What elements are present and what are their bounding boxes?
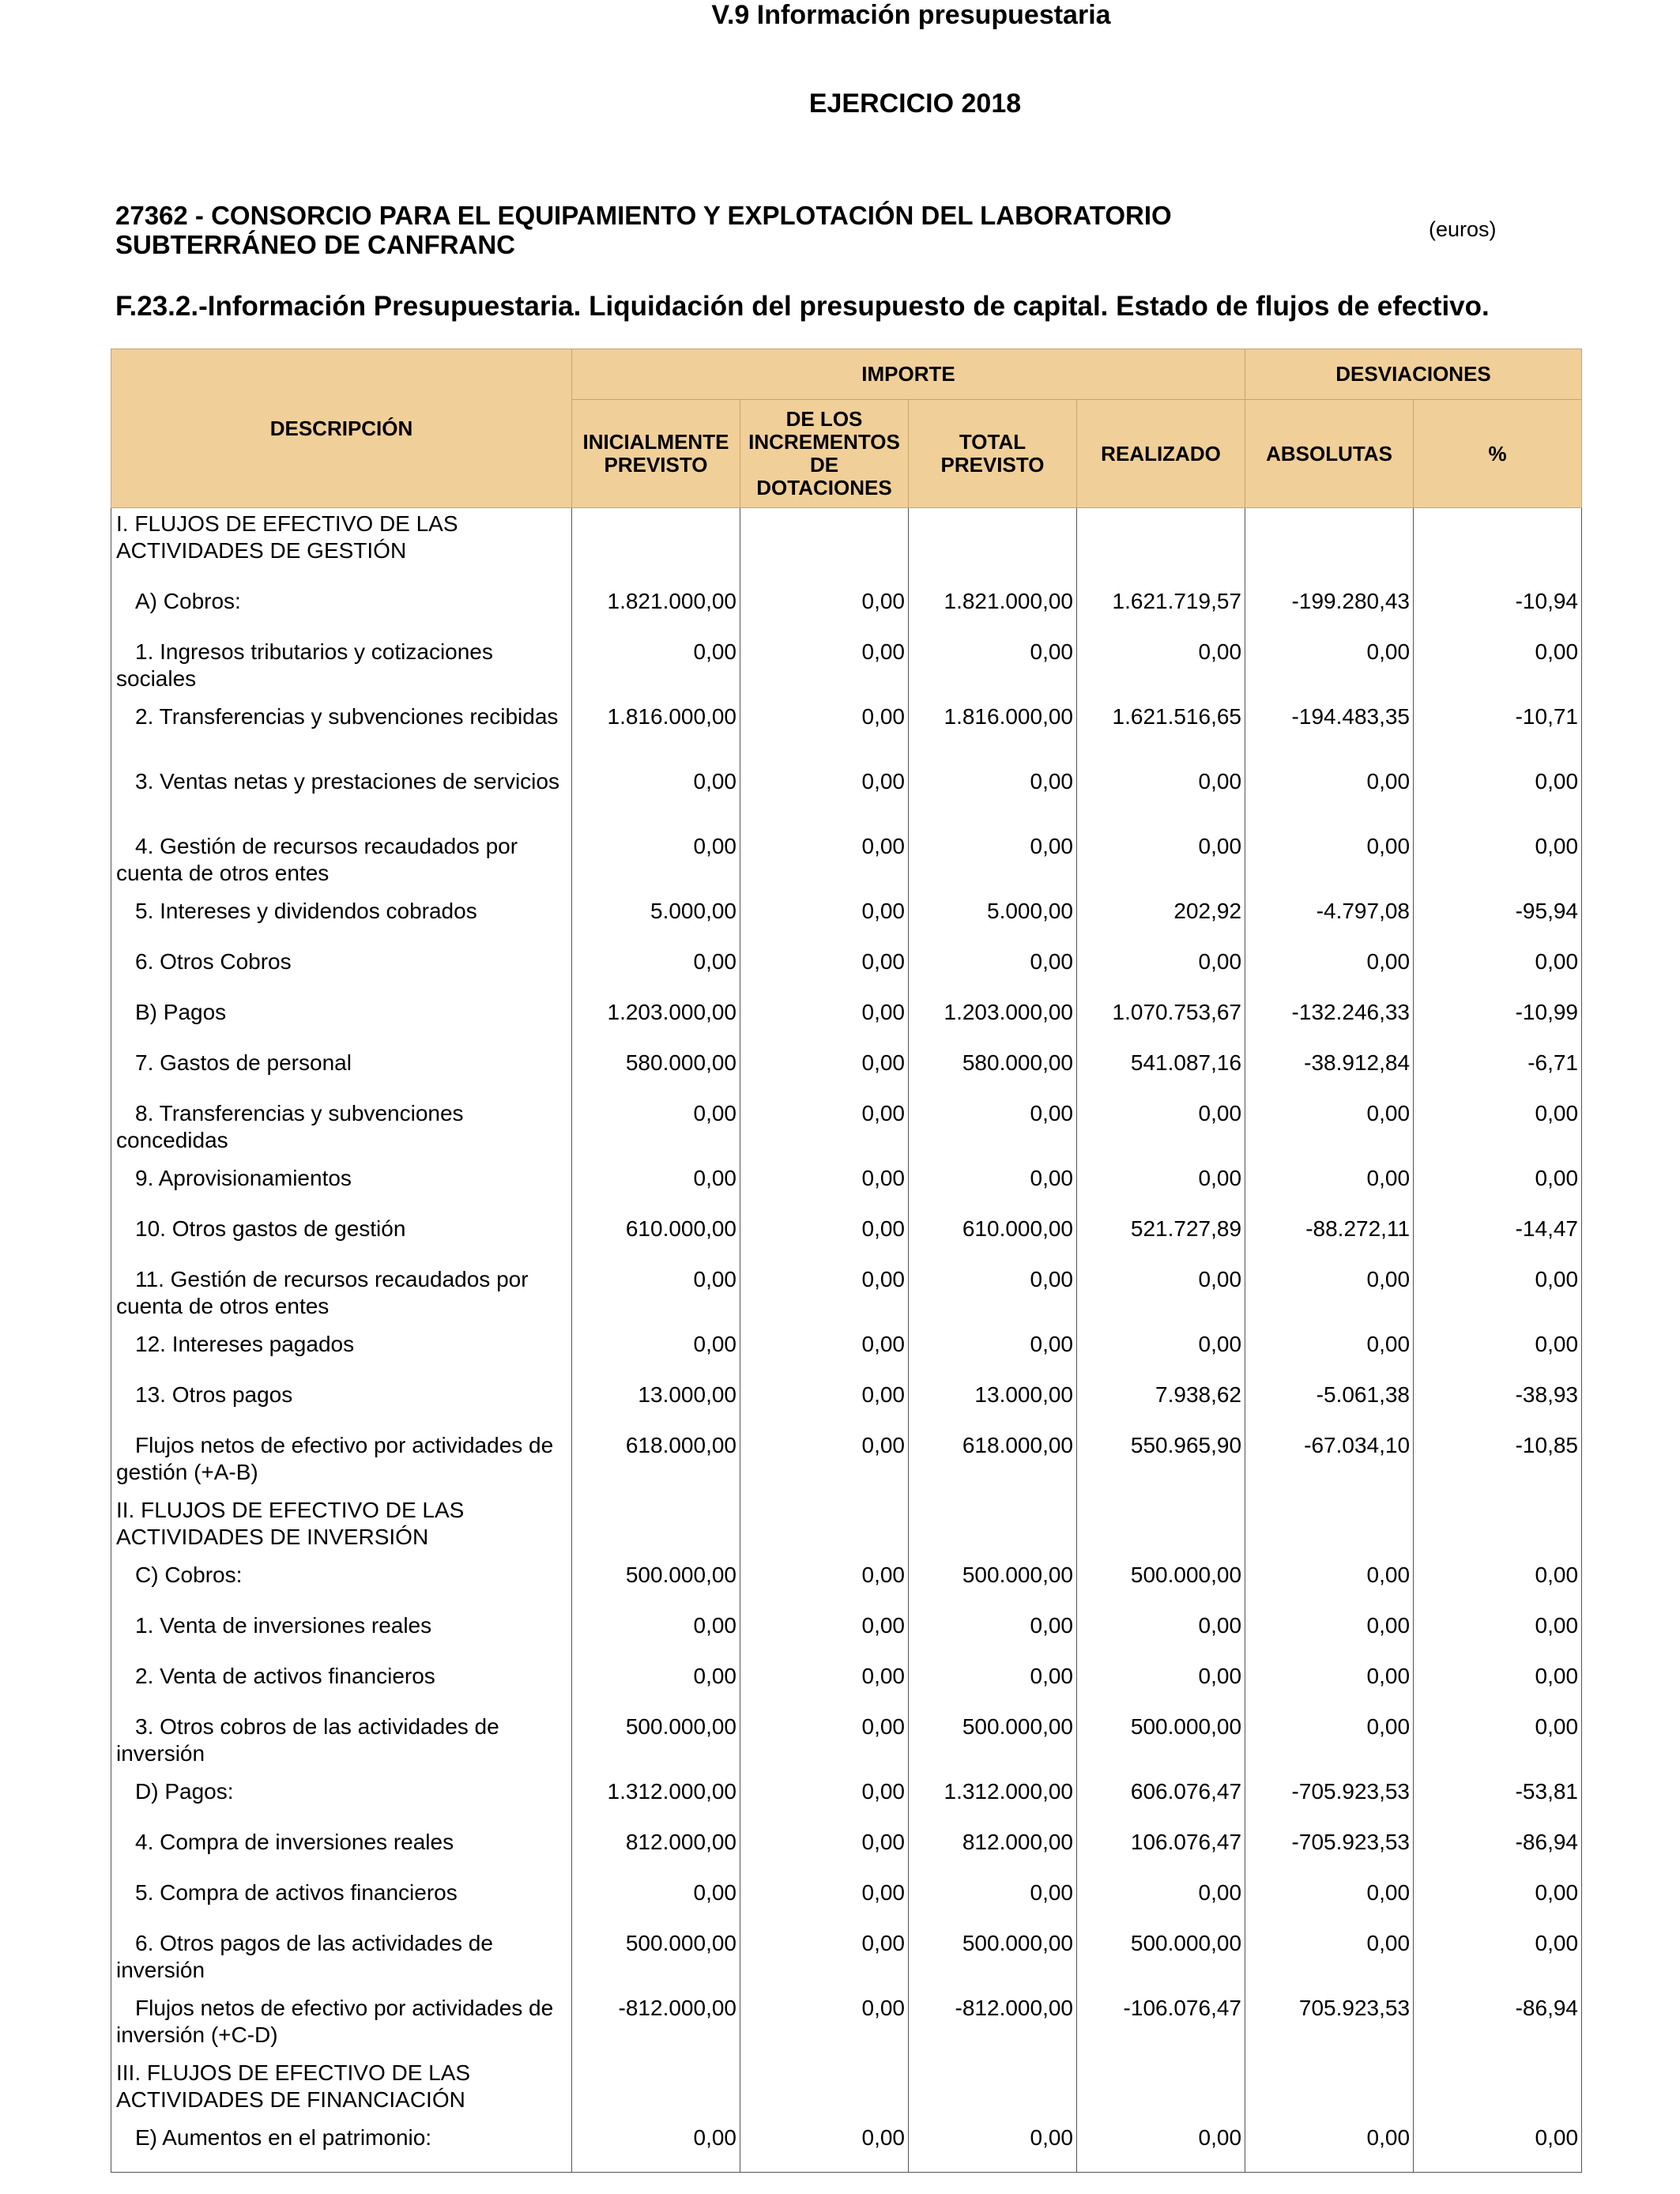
cell-absolutas: -4.797,08: [1245, 895, 1414, 946]
cell-realizado: 500.000,00: [1077, 1928, 1245, 1992]
cell-absolutas: 0,00: [1245, 1711, 1414, 1776]
cell-inicialmente-previsto: 580.000,00: [572, 1047, 740, 1098]
row-description: 10. Otros gastos de gestión: [111, 1213, 572, 1264]
table-body: [111, 508, 1582, 2173]
cell-absolutas: 0,00: [1245, 636, 1414, 701]
cell-porcentaje: 0,00: [1414, 2122, 1582, 2173]
cell-realizado: 0,00: [1077, 2122, 1245, 2173]
cell-inicialmente-previsto: 0,00: [572, 1329, 740, 1379]
row-description: 13. Otros pagos: [111, 1379, 572, 1430]
cell-porcentaje: [1414, 1495, 1582, 1559]
table-row: [111, 2122, 1582, 2173]
row-description: A) Cobros:: [111, 586, 572, 636]
row-description: 5. Compra de activos financieros: [111, 1877, 572, 1928]
table-row: [111, 1098, 1582, 1163]
table-row: [111, 1711, 1582, 1776]
table-row: [111, 586, 1582, 636]
cell-total-previsto: 0,00: [909, 946, 1077, 997]
cell-porcentaje: 0,00: [1414, 1610, 1582, 1661]
cell-incrementos: 0,00: [740, 946, 909, 997]
cell-inicialmente-previsto: 0,00: [572, 636, 740, 701]
row-description: 12. Intereses pagados: [111, 1329, 572, 1379]
header-descripcion: DESCRIPCIÓN: [111, 349, 572, 508]
row-description: 2. Transferencias y subvenciones recibidas: [111, 701, 572, 766]
cell-inicialmente-previsto: [572, 2057, 740, 2122]
row-description: D) Pagos:: [111, 1776, 572, 1826]
cell-incrementos: 0,00: [740, 1264, 909, 1329]
cell-total-previsto: 0,00: [909, 1661, 1077, 1711]
cell-realizado: 0,00: [1077, 1329, 1245, 1379]
page-title: V.9 Información presupuestaria: [711, 0, 1111, 30]
row-description: 4. Compra de inversiones reales: [111, 1826, 572, 1877]
cell-inicialmente-previsto: 0,00: [572, 1877, 740, 1928]
table-row: [111, 2057, 1582, 2122]
table-row: [111, 997, 1582, 1047]
cell-absolutas: 0,00: [1245, 831, 1414, 895]
cell-realizado: 500.000,00: [1077, 1559, 1245, 1610]
cell-incrementos: 0,00: [740, 1928, 909, 1992]
cell-total-previsto: 0,00: [909, 766, 1077, 831]
cell-inicialmente-previsto: 0,00: [572, 1610, 740, 1661]
cell-incrementos: 0,00: [740, 1877, 909, 1928]
row-description: E) Aumentos en el patrimonio:: [111, 2122, 572, 2173]
table-row: [111, 1379, 1582, 1430]
row-description: 8. Transferencias y subvenciones concedidas: [111, 1098, 572, 1163]
cell-incrementos: 0,00: [740, 1711, 909, 1776]
cell-incrementos: 0,00: [740, 895, 909, 946]
cell-total-previsto: 500.000,00: [909, 1711, 1077, 1776]
cell-absolutas: 0,00: [1245, 946, 1414, 997]
table-row: [111, 636, 1582, 701]
cell-realizado: 1.070.753,67: [1077, 997, 1245, 1047]
cell-realizado: 0,00: [1077, 1098, 1245, 1163]
cell-total-previsto: 1.312.000,00: [909, 1776, 1077, 1826]
header-realizado: REALIZADO: [1077, 400, 1245, 508]
cell-incrementos: 0,00: [740, 1610, 909, 1661]
cell-absolutas: 0,00: [1245, 1877, 1414, 1928]
row-description: C) Cobros:: [111, 1559, 572, 1610]
table-row: [111, 946, 1582, 997]
cash-flow-table: [111, 349, 1582, 2173]
cell-absolutas: -705.923,53: [1245, 1776, 1414, 1826]
cell-porcentaje: [1414, 508, 1582, 586]
cell-inicialmente-previsto: 0,00: [572, 766, 740, 831]
table-row: [111, 1047, 1582, 1098]
cell-total-previsto: 0,00: [909, 1610, 1077, 1661]
cell-total-previsto: [909, 2057, 1077, 2122]
table-row: [111, 1877, 1582, 1928]
cell-porcentaje: -14,47: [1414, 1213, 1582, 1264]
table-row: [111, 1928, 1582, 1992]
row-description: 1. Venta de inversiones reales: [111, 1610, 572, 1661]
header-absolutas: ABSOLUTAS: [1245, 400, 1414, 508]
cell-inicialmente-previsto: [572, 1495, 740, 1559]
cell-absolutas: -5.061,38: [1245, 1379, 1414, 1430]
cell-realizado: 521.727,89: [1077, 1213, 1245, 1264]
cell-absolutas: 0,00: [1245, 1661, 1414, 1711]
cell-realizado: 0,00: [1077, 1661, 1245, 1711]
cell-inicialmente-previsto: 610.000,00: [572, 1213, 740, 1264]
cell-total-previsto: 618.000,00: [909, 1430, 1077, 1495]
cell-realizado: 0,00: [1077, 1877, 1245, 1928]
cell-realizado: 1.621.719,57: [1077, 586, 1245, 636]
cell-incrementos: [740, 1495, 909, 1559]
row-description: Flujos netos de efectivo por actividades de inversión (+C-D): [111, 1992, 572, 2057]
currency-units: (euros): [1429, 217, 1497, 241]
cell-realizado: -106.076,47: [1077, 1992, 1245, 2057]
cell-porcentaje: -86,94: [1414, 1992, 1582, 2057]
cell-incrementos: 0,00: [740, 636, 909, 701]
table-row: [111, 1163, 1582, 1213]
cell-total-previsto: 1.821.000,00: [909, 586, 1077, 636]
cell-realizado: 500.000,00: [1077, 1711, 1245, 1776]
cell-realizado: [1077, 1495, 1245, 1559]
table-row: [111, 1661, 1582, 1711]
cell-inicialmente-previsto: 0,00: [572, 1098, 740, 1163]
cell-absolutas: -38.912,84: [1245, 1047, 1414, 1098]
cell-absolutas: -132.246,33: [1245, 997, 1414, 1047]
cell-porcentaje: 0,00: [1414, 1329, 1582, 1379]
cell-inicialmente-previsto: 0,00: [572, 1661, 740, 1711]
cell-incrementos: 0,00: [740, 1992, 909, 2057]
cell-total-previsto: 0,00: [909, 2122, 1077, 2173]
cell-inicialmente-previsto: -812.000,00: [572, 1992, 740, 2057]
table-row: [111, 701, 1582, 766]
cell-porcentaje: -38,93: [1414, 1379, 1582, 1430]
cell-inicialmente-previsto: 0,00: [572, 2122, 740, 2173]
cell-total-previsto: 0,00: [909, 1098, 1077, 1163]
table-row: [111, 1213, 1582, 1264]
cell-porcentaje: 0,00: [1414, 1928, 1582, 1992]
cell-realizado: [1077, 2057, 1245, 2122]
row-description: 3. Otros cobros de las actividades de inversión: [111, 1711, 572, 1776]
cell-incrementos: [740, 508, 909, 586]
cell-absolutas: 0,00: [1245, 1610, 1414, 1661]
row-description: I. FLUJOS DE EFECTIVO DE LAS ACTIVIDADES DE GESTIÓN: [111, 508, 572, 586]
cell-total-previsto: 0,00: [909, 831, 1077, 895]
row-description: 2. Venta de activos financieros: [111, 1661, 572, 1711]
cell-porcentaje: 0,00: [1414, 831, 1582, 895]
cell-absolutas: [1245, 1495, 1414, 1559]
cell-porcentaje: -10,94: [1414, 586, 1582, 636]
row-description: 11. Gestión de recursos recaudados por cuenta de otros entes: [111, 1264, 572, 1329]
cell-incrementos: 0,00: [740, 1661, 909, 1711]
cell-absolutas: -705.923,53: [1245, 1826, 1414, 1877]
table-row: [111, 1776, 1582, 1826]
cell-inicialmente-previsto: 5.000,00: [572, 895, 740, 946]
cell-total-previsto: 1.203.000,00: [909, 997, 1077, 1047]
cell-porcentaje: 0,00: [1414, 1711, 1582, 1776]
cell-incrementos: 0,00: [740, 1329, 909, 1379]
cell-realizado: 0,00: [1077, 1610, 1245, 1661]
row-description: B) Pagos: [111, 997, 572, 1047]
cell-incrementos: 0,00: [740, 1047, 909, 1098]
cell-porcentaje: -53,81: [1414, 1776, 1582, 1826]
cell-inicialmente-previsto: 1.203.000,00: [572, 997, 740, 1047]
table-row: [111, 1826, 1582, 1877]
cell-realizado: 106.076,47: [1077, 1826, 1245, 1877]
cell-total-previsto: 610.000,00: [909, 1213, 1077, 1264]
header-total-previsto: TOTAL PREVISTO: [909, 400, 1077, 508]
table-row: [111, 1430, 1582, 1495]
cell-absolutas: 0,00: [1245, 1928, 1414, 1992]
cell-absolutas: 0,00: [1245, 2122, 1414, 2173]
row-description: Flujos netos de efectivo por actividades de gestión (+A-B): [111, 1430, 572, 1495]
row-description: 1. Ingresos tributarios y cotizaciones sociales: [111, 636, 572, 701]
cell-incrementos: 0,00: [740, 1430, 909, 1495]
cell-porcentaje: [1414, 2057, 1582, 2122]
row-description: 6. Otros Cobros: [111, 946, 572, 997]
header-incrementos-dotaciones: DE LOS INCREMENTOS DE DOTACIONES: [740, 400, 909, 508]
table-row: [111, 1610, 1582, 1661]
cell-porcentaje: 0,00: [1414, 1559, 1582, 1610]
cell-porcentaje: 0,00: [1414, 1877, 1582, 1928]
cell-inicialmente-previsto: 0,00: [572, 831, 740, 895]
row-description: 3. Ventas netas y prestaciones de servicios: [111, 766, 572, 831]
cell-incrementos: 0,00: [740, 1213, 909, 1264]
cell-realizado: 0,00: [1077, 1163, 1245, 1213]
cell-absolutas: -67.034,10: [1245, 1430, 1414, 1495]
cell-realizado: 1.621.516,65: [1077, 701, 1245, 766]
cell-total-previsto: 0,00: [909, 1877, 1077, 1928]
table-row: [111, 1329, 1582, 1379]
row-description: 5. Intereses y dividendos cobrados: [111, 895, 572, 946]
cell-realizado: 541.087,16: [1077, 1047, 1245, 1098]
cell-inicialmente-previsto: 500.000,00: [572, 1711, 740, 1776]
row-description: 7. Gastos de personal: [111, 1047, 572, 1098]
cell-incrementos: 0,00: [740, 701, 909, 766]
cell-porcentaje: -10,99: [1414, 997, 1582, 1047]
cell-porcentaje: -6,71: [1414, 1047, 1582, 1098]
cell-inicialmente-previsto: 0,00: [572, 1163, 740, 1213]
cell-total-previsto: 0,00: [909, 1329, 1077, 1379]
cell-incrementos: 0,00: [740, 586, 909, 636]
cell-absolutas: 0,00: [1245, 766, 1414, 831]
cell-realizado: [1077, 508, 1245, 586]
table-row: [111, 895, 1582, 946]
cell-inicialmente-previsto: 1.312.000,00: [572, 1776, 740, 1826]
cell-total-previsto: -812.000,00: [909, 1992, 1077, 2057]
cell-incrementos: 0,00: [740, 1776, 909, 1826]
header-porcentaje: %: [1414, 400, 1582, 508]
cell-absolutas: 0,00: [1245, 1264, 1414, 1329]
cell-porcentaje: 0,00: [1414, 946, 1582, 997]
section-title: F.23.2.-Información Presupuestaria. Liquidación del presupuesto de capital. Estado de flujos de efectivo.: [115, 291, 1490, 322]
cell-incrementos: 0,00: [740, 997, 909, 1047]
cell-total-previsto: 812.000,00: [909, 1826, 1077, 1877]
cell-porcentaje: 0,00: [1414, 1661, 1582, 1711]
cell-inicialmente-previsto: 812.000,00: [572, 1826, 740, 1877]
cell-incrementos: 0,00: [740, 1379, 909, 1430]
cell-absolutas: -88.272,11: [1245, 1213, 1414, 1264]
cell-realizado: 0,00: [1077, 946, 1245, 997]
cell-absolutas: -199.280,43: [1245, 586, 1414, 636]
cell-incrementos: 0,00: [740, 766, 909, 831]
cell-total-previsto: 0,00: [909, 1163, 1077, 1213]
cell-total-previsto: 500.000,00: [909, 1928, 1077, 1992]
cell-porcentaje: 0,00: [1414, 766, 1582, 831]
cell-porcentaje: -86,94: [1414, 1826, 1582, 1877]
cell-total-previsto: 13.000,00: [909, 1379, 1077, 1430]
cell-absolutas: 0,00: [1245, 1329, 1414, 1379]
cell-incrementos: 0,00: [740, 2122, 909, 2173]
table-row: [111, 1559, 1582, 1610]
cell-inicialmente-previsto: [572, 508, 740, 586]
cell-absolutas: 705.923,53: [1245, 1992, 1414, 2057]
cell-total-previsto: 500.000,00: [909, 1559, 1077, 1610]
cell-total-previsto: 5.000,00: [909, 895, 1077, 946]
cell-incrementos: [740, 2057, 909, 2122]
header-inicialmente-previsto: INICIALMENTE PREVISTO: [572, 400, 740, 508]
entity-name: 27362 - CONSORCIO PARA EL EQUIPAMIENTO Y EXPLOTACIÓN DEL LABORATORIO SUBTERRÁNEO DE CANFRANC: [115, 201, 1172, 259]
cell-incrementos: 0,00: [740, 831, 909, 895]
cell-total-previsto: 0,00: [909, 1264, 1077, 1329]
row-description: II. FLUJOS DE EFECTIVO DE LAS ACTIVIDADES DE INVERSIÓN: [111, 1495, 572, 1559]
cell-porcentaje: 0,00: [1414, 1098, 1582, 1163]
table-row: [111, 766, 1582, 831]
cell-total-previsto: [909, 508, 1077, 586]
cell-inicialmente-previsto: 1.816.000,00: [572, 701, 740, 766]
cell-realizado: 202,92: [1077, 895, 1245, 946]
cell-porcentaje: 0,00: [1414, 1163, 1582, 1213]
cell-porcentaje: -10,85: [1414, 1430, 1582, 1495]
cell-realizado: 7.938,62: [1077, 1379, 1245, 1430]
table-row: [111, 508, 1582, 586]
cell-porcentaje: -10,71: [1414, 701, 1582, 766]
row-description: 9. Aprovisionamientos: [111, 1163, 572, 1213]
cell-realizado: 0,00: [1077, 831, 1245, 895]
cell-absolutas: -194.483,35: [1245, 701, 1414, 766]
cell-absolutas: 0,00: [1245, 1559, 1414, 1610]
table-row: [111, 1992, 1582, 2057]
cell-incrementos: 0,00: [740, 1163, 909, 1213]
fiscal-year: EJERCICIO 2018: [808, 89, 1022, 119]
cell-total-previsto: [909, 1495, 1077, 1559]
row-description: 6. Otros pagos de las actividades de inversión: [111, 1928, 572, 1992]
cell-inicialmente-previsto: 0,00: [572, 1264, 740, 1329]
cell-incrementos: 0,00: [740, 1826, 909, 1877]
cell-realizado: 0,00: [1077, 636, 1245, 701]
cell-total-previsto: 580.000,00: [909, 1047, 1077, 1098]
cell-inicialmente-previsto: 1.821.000,00: [572, 586, 740, 636]
cell-inicialmente-previsto: 500.000,00: [572, 1559, 740, 1610]
table-row: [111, 1495, 1582, 1559]
row-description: III. FLUJOS DE EFECTIVO DE LAS ACTIVIDADES DE FINANCIACIÓN: [111, 2057, 572, 2122]
cell-inicialmente-previsto: 618.000,00: [572, 1430, 740, 1495]
row-description: 4. Gestión de recursos recaudados por cuenta de otros entes: [111, 831, 572, 895]
table-row: [111, 831, 1582, 895]
cell-absolutas: [1245, 2057, 1414, 2122]
cell-inicialmente-previsto: 0,00: [572, 946, 740, 997]
cell-inicialmente-previsto: 500.000,00: [572, 1928, 740, 1992]
cell-porcentaje: -95,94: [1414, 895, 1582, 946]
cell-absolutas: 0,00: [1245, 1098, 1414, 1163]
cell-realizado: 606.076,47: [1077, 1776, 1245, 1826]
cell-incrementos: 0,00: [740, 1098, 909, 1163]
cell-total-previsto: 1.816.000,00: [909, 701, 1077, 766]
header-importe: IMPORTE: [572, 349, 1245, 400]
cell-inicialmente-previsto: 13.000,00: [572, 1379, 740, 1430]
cell-absolutas: [1245, 508, 1414, 586]
table-row: [111, 1264, 1582, 1329]
cell-total-previsto: 0,00: [909, 636, 1077, 701]
cell-absolutas: 0,00: [1245, 1163, 1414, 1213]
header-desviaciones: DESVIACIONES: [1245, 349, 1582, 400]
cell-realizado: 0,00: [1077, 1264, 1245, 1329]
cell-realizado: 550.965,90: [1077, 1430, 1245, 1495]
cell-porcentaje: 0,00: [1414, 636, 1582, 701]
cell-realizado: 0,00: [1077, 766, 1245, 831]
cell-incrementos: 0,00: [740, 1559, 909, 1610]
cell-porcentaje: 0,00: [1414, 1264, 1582, 1329]
